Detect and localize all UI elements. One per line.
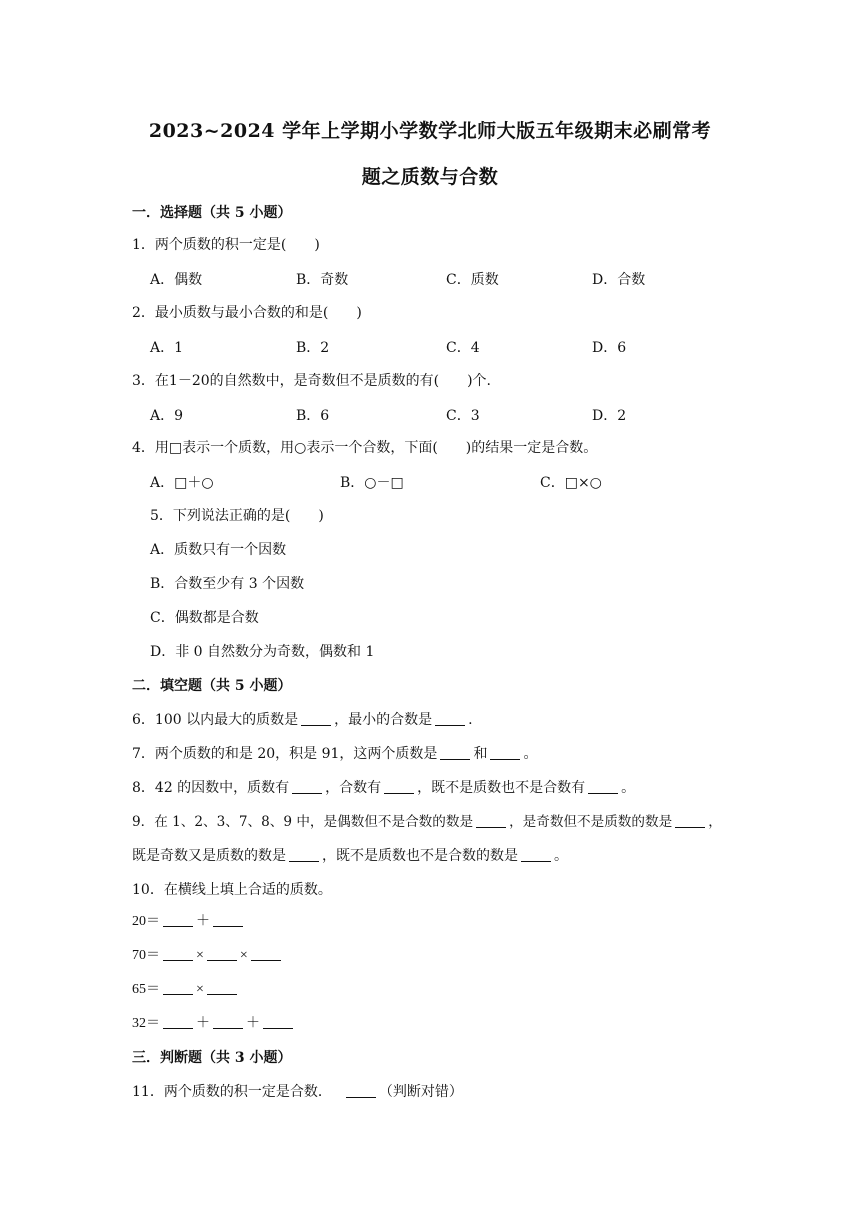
answer-blank[interactable] xyxy=(289,847,319,862)
question-2-option-d: D．6 xyxy=(592,340,627,356)
equation-4 xyxy=(132,1014,296,1034)
answer-blank[interactable] xyxy=(435,711,465,726)
plus-sign: ＋ xyxy=(246,1016,260,1031)
answer-blank[interactable] xyxy=(213,912,243,927)
question-1-option-c: C．质数 xyxy=(446,272,499,288)
question-7-text-3: 。 xyxy=(523,746,538,762)
section-heading-fill: 二．填空题（共 5 小题） xyxy=(132,678,292,694)
question-3-stem: 3．在1－20的自然数中，是奇数但不是质数的有( )个. xyxy=(132,373,492,389)
question-9-text-2: ，是奇数但不是质数的数是 xyxy=(509,814,673,830)
question-4-option-b: B．○－□ xyxy=(340,475,404,491)
answer-blank[interactable] xyxy=(292,779,322,794)
question-4-option-a: A．□＋○ xyxy=(150,475,214,491)
answer-blank[interactable] xyxy=(521,847,551,862)
answer-blank[interactable] xyxy=(207,946,237,961)
question-7-text-1: 7．两个质数的和是 20，积是 91，这两个质数是 xyxy=(132,746,438,762)
answer-blank[interactable] xyxy=(163,946,193,961)
question-10-stem: 10．在横线上填上合适的质数。 xyxy=(132,882,332,898)
times-sign: × xyxy=(196,982,204,997)
equation-3 xyxy=(132,980,240,1000)
question-11-text-1: 11．两个质数的积一定是合数． xyxy=(132,1084,332,1100)
answer-blank[interactable] xyxy=(263,1014,293,1029)
equation-2-lhs: 70＝ xyxy=(132,948,160,963)
equation-3-lhs: 65＝ xyxy=(132,982,160,997)
question-3-option-a: A．9 xyxy=(150,408,184,424)
question-5-option-b: B．合数至少有 3 个因数 xyxy=(150,576,305,592)
question-6-text-1: 6．100 以内最大的质数是 xyxy=(132,712,299,728)
answer-blank[interactable] xyxy=(384,779,414,794)
answer-blank[interactable] xyxy=(207,980,237,995)
question-9-line-2 xyxy=(132,846,568,866)
question-5-stem: 5．下列说法正确的是( ) xyxy=(150,508,324,524)
answer-blank[interactable] xyxy=(163,980,193,995)
question-8-text-3: ，既不是质数也不是合数有 xyxy=(417,780,586,796)
answer-blank[interactable] xyxy=(163,912,193,927)
answer-blank[interactable] xyxy=(163,1014,193,1029)
question-8-text-2: ，合数有 xyxy=(325,780,382,796)
question-1-stem: 1．两个质数的积一定是( ) xyxy=(132,237,320,253)
answer-blank[interactable] xyxy=(301,711,331,726)
equation-2 xyxy=(132,946,284,966)
question-2-option-c: C．4 xyxy=(446,340,480,356)
times-sign: × xyxy=(196,948,204,963)
question-5-option-a: A．质数只有一个因数 xyxy=(150,542,287,558)
question-5-option-d: D．非 0 自然数分为奇数，偶数和 1 xyxy=(150,644,375,660)
answer-blank[interactable] xyxy=(490,745,520,760)
title-line-1: 2023~2024 学年上学期小学数学北师大版五年级期末必刷常考 xyxy=(148,120,712,142)
question-1-option-a: A．偶数 xyxy=(150,272,203,288)
answer-blank[interactable] xyxy=(251,946,281,961)
question-2-option-a: A．1 xyxy=(150,340,184,356)
answer-blank[interactable] xyxy=(675,813,705,828)
question-1-option-d: D．合数 xyxy=(592,272,646,288)
plus-sign: ＋ xyxy=(196,914,210,929)
question-9-text-3: ， xyxy=(708,814,722,830)
question-1-option-b: B．奇数 xyxy=(296,272,349,288)
title-line-2: 题之质数与合数 xyxy=(361,166,499,188)
section-heading-choice: 一．选择题（共 5 小题） xyxy=(132,205,292,221)
times-sign: × xyxy=(239,948,248,963)
section-heading-judge: 三．判断题（共 3 小题） xyxy=(132,1050,292,1066)
question-3-option-d: D．2 xyxy=(592,408,627,424)
question-8-text-4: 。 xyxy=(621,780,636,796)
equation-1 xyxy=(132,912,246,932)
question-8 xyxy=(132,778,635,798)
equation-4-lhs: 32＝ xyxy=(132,1016,160,1031)
question-7 xyxy=(132,744,537,764)
question-2-stem: 2．最小质数与最小合数的和是( ) xyxy=(132,305,362,321)
question-5-option-c: C．偶数都是合数 xyxy=(150,610,259,626)
question-3-option-c: C．3 xyxy=(446,408,480,424)
question-11-text-2: （判断对错） xyxy=(378,1084,463,1100)
question-6 xyxy=(132,710,473,730)
question-2-option-b: B．2 xyxy=(296,340,330,356)
question-11 xyxy=(132,1082,463,1102)
question-9-text-1: 9．在 1、2、3、7、8、9 中，是偶数但不是合数的数是 xyxy=(132,814,474,830)
question-3-option-b: B．6 xyxy=(296,408,330,424)
question-9-line-1 xyxy=(132,812,722,832)
answer-blank[interactable] xyxy=(346,1083,376,1098)
answer-blank[interactable] xyxy=(213,1014,243,1029)
question-4-option-c: C．□×○ xyxy=(540,475,602,491)
question-6-text-2: ，最小的合数是 xyxy=(334,712,433,728)
question-8-text-1: 8．42 的因数中，质数有 xyxy=(132,780,290,796)
question-4-stem: 4．用□表示一个质数，用○表示一个合数，下面( )的结果一定是合数。 xyxy=(132,440,598,456)
question-7-text-2: 和 xyxy=(473,746,488,762)
plus-sign: ＋ xyxy=(196,1016,210,1031)
answer-blank[interactable] xyxy=(440,745,470,760)
answer-blank[interactable] xyxy=(588,779,618,794)
question-9-text-6: 。 xyxy=(554,848,568,864)
question-6-text-3: . xyxy=(468,712,473,728)
answer-blank[interactable] xyxy=(476,813,506,828)
question-9-text-4: 既是奇数又是质数的数是 xyxy=(132,848,286,864)
question-9-text-5: ，既不是质数也不是合数的数是 xyxy=(322,848,518,864)
equation-1-lhs: 20＝ xyxy=(132,914,160,929)
